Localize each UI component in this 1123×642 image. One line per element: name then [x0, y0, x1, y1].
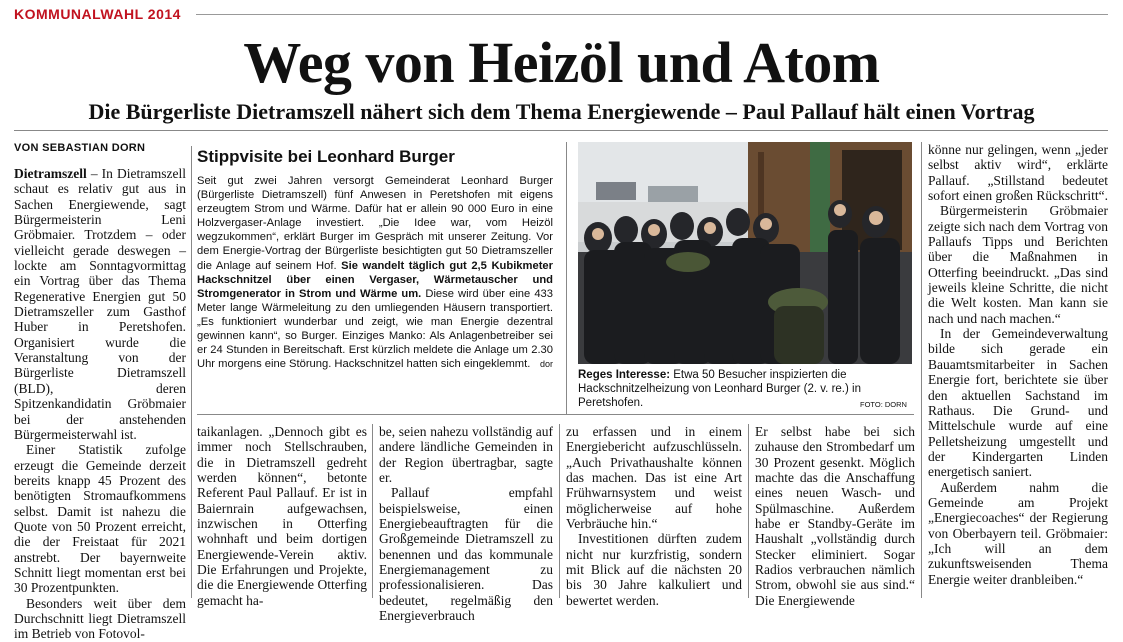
column-rule	[748, 424, 749, 598]
column-rule	[559, 424, 560, 598]
subheadline: Die Bürgerliste Dietramszell nähert sich dem Thema Energiewende – Paul Pallauf hält einen Vortrag	[88, 99, 1035, 124]
article-column-1	[14, 166, 186, 642]
paragraph: Er selbst habe bei sich zuhause den Strombedarf um 30 Prozent gesenkt. Möglich machte das die Anschaffung eines neuen Wasch- und Spülmaschine. Außerdem habe er Standby-Geräte im Haushalt „vollständig durch Stecker eliminiert. Sogar Radios verbrauchen nämlich Strom, obwohl sie aus sind.“ Die Energiewende	[755, 424, 915, 608]
article-column-4	[566, 424, 742, 608]
paragraph	[14, 166, 186, 442]
info-box	[197, 146, 553, 408]
caption-lead: Reges Interesse:	[578, 369, 671, 381]
section-rubric: KOMMUNALWAHL 2014	[14, 6, 181, 22]
paragraph: könne nur gelingen, wenn „jeder selbst aktiv wird“, erklärte Pallauf. „Stillstand bedeutet sofort einen großen Rückschritt“.	[928, 142, 1108, 204]
article-column-5	[755, 424, 915, 608]
box-text-bold: Sie wandelt täglich gut 2,5 Kubikmeter Hackschnitzel über einen Vergaser, Wärmetauscher und Stromgenerator in Strom und Wärme um.	[197, 259, 554, 300]
paragraph: Besonders weit über dem Durchschnitt liegt Dietramszell im Betrieb von Fotovol-	[14, 595, 186, 642]
headline: Weg von Heizöl und Atom	[243, 30, 880, 95]
article-column-2	[197, 424, 367, 608]
article-column-right	[928, 142, 1108, 587]
box-title: Stippvisite bei Leonhard Burger	[197, 147, 455, 166]
paragraph: In der Gemeindeverwaltung bilde sich gerade ein Bauamtsmitarbeiter in Sachen Energie fort, berichtete sie über den aktuellen Sachstand im Rathaus. Die Grund- und Mittelschule wurde auf eine Pelletsheizung umgestellt und der Kindergarten Linden energetisch saniert.	[928, 326, 1108, 480]
header-rule	[14, 130, 1108, 131]
box-text-part: Seit gut zwei Jahren versorgt Gemeinderat Leonhard Burger (Bürgerliste Dietramszell) fünf Anwesen in Peretshofen mit eigens erzeugtem Strom und Wärme. Dafür hat er allein 90 000 Euro in eine Holzvergaser-Anlage investiert. „Die Idee war, vom Heizöl wegzukommen“, erklärt Burger im Gespräch mit unserer Zeitung. Vor dem Energie-Vortrag der Bürgerliste besichtigten gut 50 Dietramszeller die Anlage auf seinem Hof.	[197, 175, 553, 272]
paragraph: zu erfassen und in einem Energiebericht aufzuschlüsseln. „Auch Privathaushalte können das machen. Das ist eine Art Frühwarnsystem und weist möglicherweise auf hohe Verbräuche hin.“	[566, 424, 742, 532]
paragraph: Einer Statistik zufolge erzeugt die Gemeinde derzeit bereits knapp 45 Prozent des benötigten Stromaufkommens selbst. Damit ist nahezu die Quote von 50 Prozent erreicht, die der Freistaat für 2021 anstrebt. Der bayernweite Schnitt liegt momentan erst bei 30 Prozentpunkten.	[14, 442, 186, 596]
column-rule	[372, 424, 373, 598]
event-photo	[578, 142, 912, 364]
column-rule	[191, 146, 192, 598]
paragraph-text: – In Dietramszell schaut es relativ gut aus in Sachen Energiewende, sagt Bürgermeisterin Leni Gröbmaier. Trotzdem – oder vielleicht gerade deswegen – lockte am Sonntagvormittag ein Vortrag über das Thema Regenerative Energien gut 50 Dietramszeller zum Gasthof Huber in Peretshofen. Organisiert wurde die Veranstaltung von der Bürgerliste Dietramszell (BLD), deren Spitzenkandidatin Gröbmaier bei der anstehenden Bürgermeisterwahl ist.	[14, 166, 186, 442]
paragraph: Investitionen dürften zudem nicht nur kurzfristig, sondern mit Blick auf die nächsten 20 bis 30 Jahre kalkuliert und bewertet werden.	[566, 531, 742, 608]
paragraph: Außerdem nahm die Gemeinde am Projekt „Energiecoaches“ der Regierung von Oberbayern teil. Gröbmaier: „Ich will an dem zukunftsweisenden Thema Energie weiter dranbleiben.“	[928, 479, 1108, 587]
article-column-3	[379, 424, 553, 623]
dateline: Dietramszell	[14, 166, 87, 181]
caption-text: Etwa 50 Besucher inspizierten die Hackschnitzelheizung von Leonhard Burger (2. v. re.) in Peretshofen.	[578, 369, 861, 410]
paragraph: Pallauf empfahl beispielsweise, einen Energiebeauftragten für die Großgemeinde Dietramszell zu benennen und das kommunale Energiemanagement zu professionalisieren. Das bedeutet, regelmäßig den Energieverbrauch	[379, 485, 553, 624]
paragraph: taikanlagen. „Dennoch gibt es immer noch Stellschrauben, die in Dietramszell gedreht werden können“, betonte Referent Paul Pallauf. Er ist in Baiernrain aufgewachsen, inzwischen in Otterfing wohnhaft und beim dortigen Energiewende-Verein aktiv. Die Erfahrungen und Projekte, die die Energiewende Otterfing gemacht ha-	[197, 424, 367, 608]
box-author: dor	[539, 359, 553, 370]
box-text-part: Diese wird über eine 433 Meter lange Wärmeleitung zu den umliegenden Häusern transportiert. „Es funktioniert wunderbar und zeigt, wie man Energie dezentral gewinnen kann“, so Burger. Einziges Manko: Als Anlagenbetreiber sei er 24 Stunden in Bereitschaft. Erst kürzlich meldete die Anlage um 2.30 Uhr morgens eine Störung. Hackschnitzel hatten sich eingeklemmt.	[197, 287, 553, 371]
photo-crowd-illustration	[578, 142, 912, 364]
column-rule	[921, 142, 922, 598]
paragraph: Bürgermeisterin Gröbmaier zeigte sich nach dem Vortrag von Pallaufs Tipps und Berichten über die Maßnahmen in Otterfing beeindruckt. „Das sind jeweils kleine Schritte, die nicht die Welt kosten. Man kann sie nach und nach machen.“	[928, 203, 1108, 326]
paragraph: be, seien nahezu vollständig auf andere ländliche Gemeinden in der Region übertragbar, sagte er.	[379, 424, 553, 486]
photo-credit: FOTO: DORN	[860, 400, 907, 409]
column-rule	[566, 142, 567, 414]
box-text	[197, 174, 553, 371]
box-bottom-rule	[197, 414, 914, 415]
byline: VON SEBASTIAN DORN	[14, 142, 146, 154]
rubric-rule	[196, 14, 1108, 15]
